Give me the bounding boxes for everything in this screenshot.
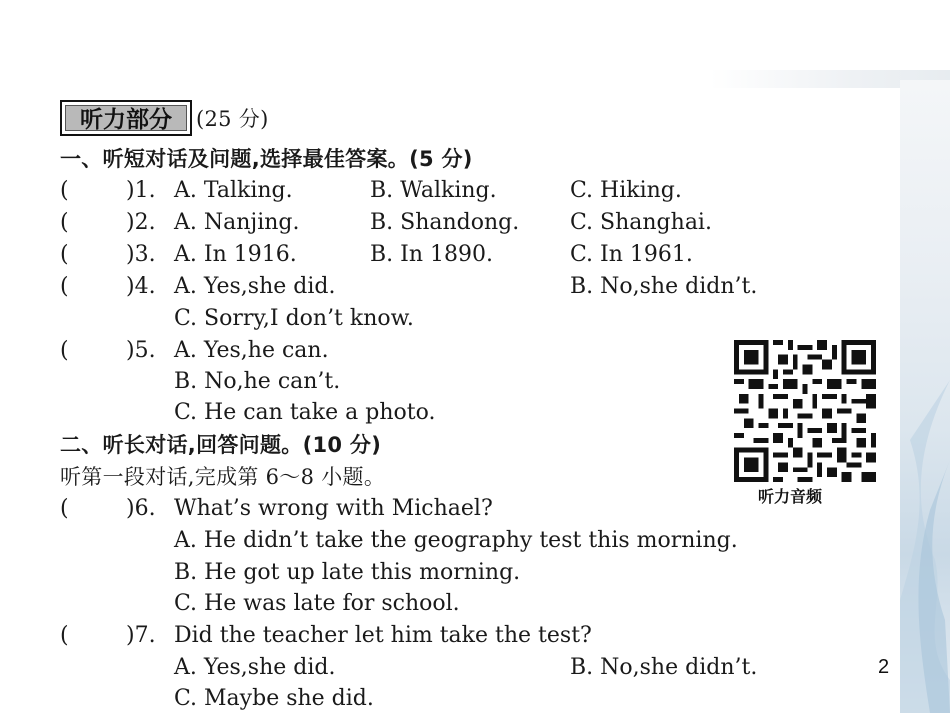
question-number: )2.	[126, 210, 156, 235]
option-b: B. Shandong.	[370, 210, 520, 235]
option-b: B. In 1890.	[370, 242, 493, 267]
answer-blank: (	[60, 496, 69, 521]
answer-blank: (	[60, 338, 69, 363]
option-a: A. Yes,he can.	[174, 338, 329, 363]
option-b: B. Walking.	[370, 178, 497, 203]
question-number: )6.	[126, 496, 156, 521]
section-title: 听力部分	[65, 105, 187, 131]
option-c: C. Shanghai.	[570, 210, 712, 235]
answer-blank: (	[60, 274, 69, 299]
option-a: A. He didn’t take the geography test this morning.	[174, 528, 738, 553]
decorative-side-panel	[900, 80, 950, 713]
option-b: B. He got up late this morning.	[174, 560, 521, 585]
option-b: B. No,she didn’t.	[570, 274, 758, 299]
qr-label: 听力音频	[758, 487, 823, 506]
option-c: C. He was late for school.	[174, 591, 460, 616]
qr-code[interactable]	[732, 340, 878, 482]
question-number: )1.	[126, 178, 156, 203]
question-stem: What’s wrong with Michael?	[174, 496, 493, 521]
page-number: 2	[878, 656, 890, 678]
part1-heading: 一、听短对话及问题,选择最佳答案。(5 分)	[60, 147, 473, 171]
option-c: C. Sorry,I don’t know.	[174, 306, 414, 331]
option-b: B. No,she didn’t.	[570, 655, 758, 680]
option-a: A. Yes,she did.	[174, 655, 336, 680]
answer-blank: (	[60, 178, 69, 203]
question-number: )3.	[126, 242, 156, 267]
option-c: C. He can take a photo.	[174, 400, 436, 425]
option-c: C. Maybe she did.	[174, 686, 374, 711]
question-number: )4.	[126, 274, 156, 299]
part2-instruction: 听第一段对话,完成第 6～8 小题。	[60, 465, 386, 489]
answer-blank: (	[60, 623, 69, 648]
option-a: A. In 1916.	[174, 242, 297, 267]
option-a: A. Nanjing.	[174, 210, 300, 235]
option-a: A. Yes,she did.	[174, 274, 336, 299]
answer-blank: (	[60, 242, 69, 267]
option-b: B. No,he can’t.	[174, 369, 341, 394]
question-number: )5.	[126, 338, 156, 363]
part2-heading: 二、听长对话,回答问题。(10 分)	[60, 433, 382, 457]
section-points: (25 分)	[196, 107, 269, 131]
question-stem: Did the teacher let him take the test?	[174, 623, 592, 648]
section-title-box	[60, 100, 192, 136]
option-a: A. Talking.	[174, 178, 293, 203]
option-c: C. In 1961.	[570, 242, 693, 267]
question-number: )7.	[126, 623, 156, 648]
option-c: C. Hiking.	[570, 178, 682, 203]
answer-blank: (	[60, 210, 69, 235]
